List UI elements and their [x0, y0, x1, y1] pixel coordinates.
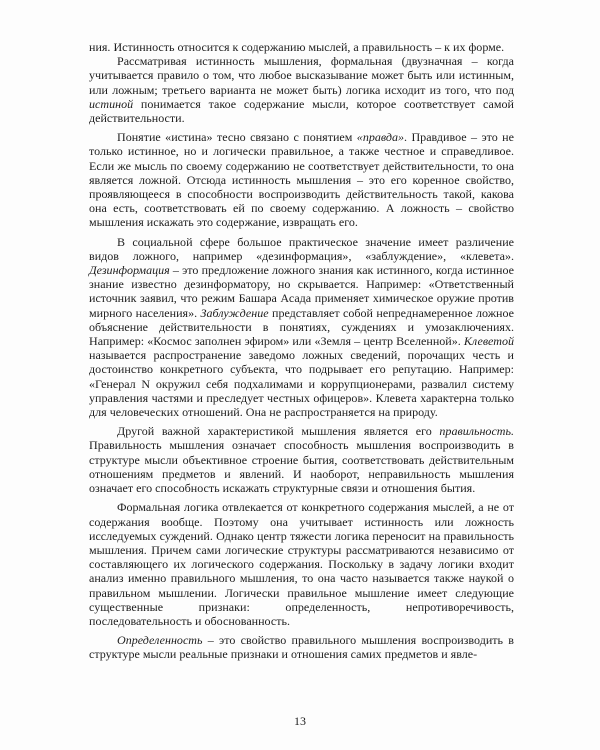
text-run: Понятие «истина» тесно связано с понятием: [117, 130, 357, 145]
text-run: – это предложение ложного знания как истинного, когда истинное знание известно дезинформатору, но скрывается. Например: «Ответственный источник заявил, что режим Башара Асада применяет химическое оружие против мирного населения».: [89, 263, 514, 320]
page-number: 13: [294, 714, 306, 728]
text-run: представляет собой непреднамеренное ложное объяснение действительности в понятиях, суждениях и умозаключениях. Например: «Космос заполнен эфиром» или «Земля – центр Вселенной».: [89, 305, 514, 349]
paragraph: [89, 424, 514, 495]
paragraph: [89, 130, 514, 229]
text-run: В социальной сфере большое практическое значение имеет различение видов ложного, например «дезинформация», «заблуждение», «клевета».: [89, 234, 514, 263]
paragraph: [89, 235, 514, 420]
italic-term: Заблуждение: [200, 305, 269, 320]
paragraph: [89, 54, 514, 125]
text-run: понимается такое содержание мысли, которое соответствует самой действительности.: [89, 96, 514, 126]
text-run: – это свойство правильного мышления воспроизводить в структуре мысли реальные признаки и отношения самих предметов и явле-: [89, 633, 514, 662]
paragraph: [89, 500, 514, 628]
body-text: [89, 40, 514, 662]
text-run: Рассматривая истинность мышления, формальная (двузначная – когда учитывается правило о том, что любое высказывание может быть или истинным, или ложным; третьего варианта не может быть) логика исходит из того, что под: [89, 54, 514, 97]
text-run: ния. Истинность относится к содержанию мыслей, а правильность – к их форме.: [89, 40, 505, 54]
text-run: Правильность мышления означает способность мышления воспроизводить в структуре мысли объективное строение бытия, соответствовать действительным отношениям предметов и явлений. И наоборот, неправильность мышления означает его способность искажать структурные связи и отношения бытия.: [89, 438, 514, 496]
italic-term: правильность.: [439, 424, 514, 439]
text-run: . Правдивое – это не только истинное, но и логически правильное, а также честное и справедливое. Если же мысль по своему содержанию не соответствует действительности, то она является ложной. Отсюда истинность мышления – это его коренное свойство, проявляющееся в способности воспроизводить действительность такой, какова она есть, соответствовать ей по своему содержанию. А ложность – свойство мышления искажать это содержание, извращать его.: [89, 130, 514, 230]
italic-term: Дезинформация: [89, 263, 170, 278]
text-run: Другой важной характеристикой мышления является его: [117, 424, 440, 439]
text-run: Формальная логика отвлекается от конкретного содержания мыслей, а не от содержания вообще. Поэтому она учитывает истинность или ложность исследуемых суждений. Однако центр тяжести логика переносит на правильность мышления. Причем сами логические структуры рассматриваются независимо от составляющего их логического содержания. Поскольку в задачу логики входит анализ именно правильного мышления, то она часто называется также наукой о правильном мышлении. Логически правильное мышление имеет следующие существенные признаки: определенность, непротиворечивость, последовательность и обоснованность.: [89, 500, 514, 628]
text-run: называется распространение заведомо ложных сведений, порочащих честь и достоинство конкретного субъекта, что подрывает его репутацию. Например: «Генерал N окружил себя подхалимами и коррупционерами, развалил систему управления частями и преследует честных офицеров». Клевета характерна только для человеческих отношений. Она не распространяется на природу.: [89, 348, 514, 420]
italic-term: «правда»: [356, 130, 405, 145]
paragraph: [89, 40, 514, 54]
italic-term: Определенность: [117, 633, 203, 648]
italic-term: Клеветой: [463, 334, 514, 349]
italic-term: истиной: [89, 96, 134, 111]
paragraph: [89, 633, 514, 661]
